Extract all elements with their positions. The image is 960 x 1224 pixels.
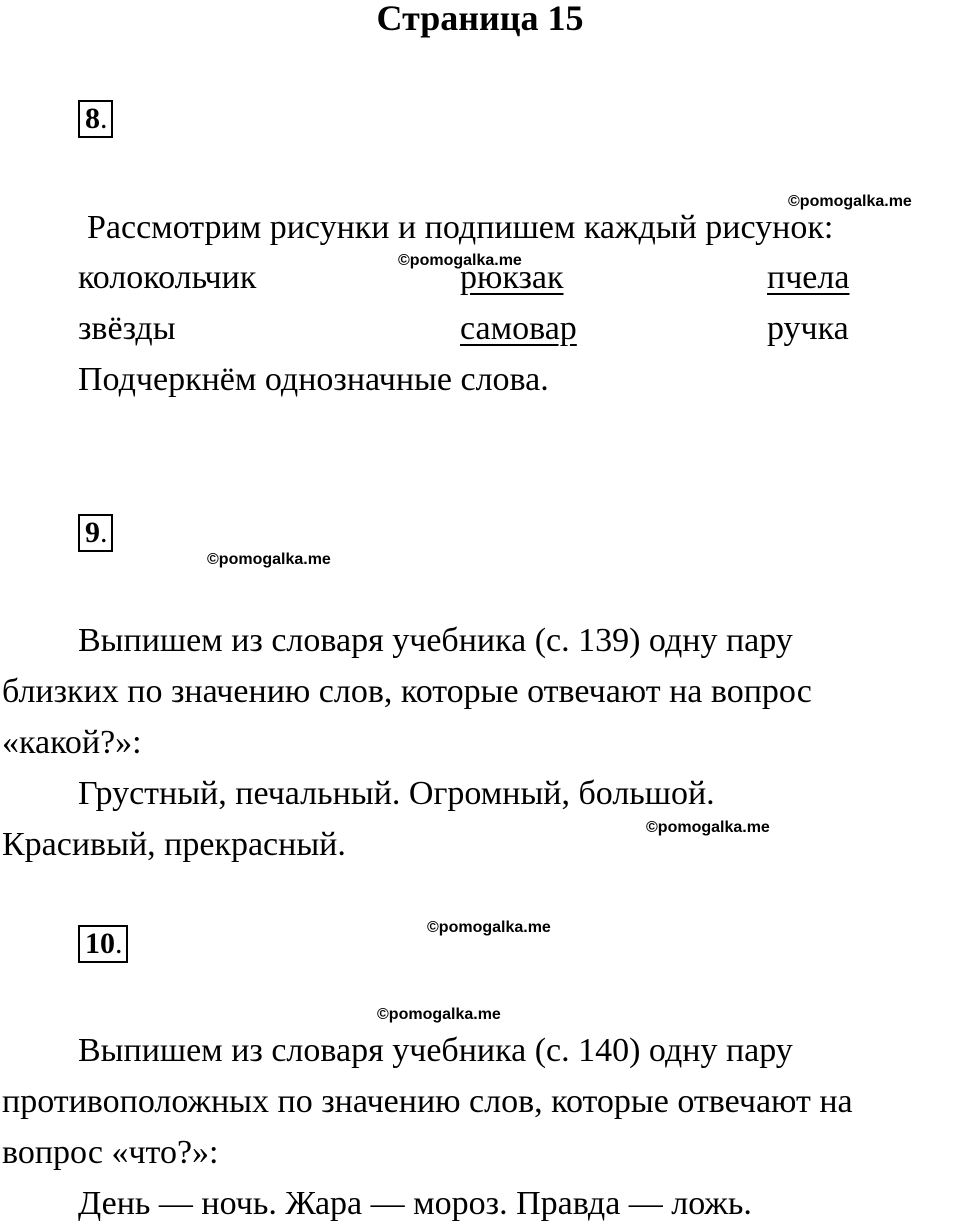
word-ryukzak-underlined: рюкзак (460, 259, 564, 296)
watermark: ©pomogalka.me (398, 252, 522, 269)
exercise-10-answer: День — ночь. Жара — мороз. Правда — ложь. (78, 1185, 752, 1222)
exercise-8-intro: Рассмотрим рисунки и подпишем каждый рисунок: (87, 209, 834, 246)
exercise-10-line-1: Выпишем из словаря учебника (с. 140) одну пару (78, 1032, 793, 1069)
word-samovar-underlined: самовар (460, 310, 577, 347)
word-pchela-underlined: пчела (767, 259, 850, 296)
word-ruchka: ручка (767, 310, 849, 347)
exercise-10-line-3: вопрос «что?»: (2, 1134, 219, 1171)
exercise-number: 8 (85, 102, 100, 135)
watermark: ©pomogalka.me (646, 819, 770, 836)
exercise-8-number: 8. (78, 100, 113, 138)
exercise-9-line-3: «какой?»: (2, 724, 142, 761)
watermark: ©pomogalka.me (788, 193, 912, 210)
word-kolokolchik: колокольчик (78, 259, 257, 296)
page-title: Страница 15 (376, 0, 584, 38)
watermark: ©pomogalka.me (377, 1006, 501, 1023)
exercise-9-answer-2: Красивый, прекрасный. (2, 826, 346, 863)
exercise-10-line-2: противоположных по значению слов, которые отвечают на (2, 1083, 853, 1120)
exercise-9-line-1: Выпишем из словаря учебника (с. 139) одну пару (78, 622, 793, 659)
exercise-9-number: 9. (78, 514, 113, 552)
watermark: ©pomogalka.me (207, 551, 331, 568)
exercise-number: 9 (85, 516, 100, 549)
exercise-10-number: 10. (78, 925, 128, 963)
watermark: ©pomogalka.me (427, 919, 551, 936)
word-zvyozdy: звёзды (78, 310, 176, 347)
exercise-8-conclusion: Подчеркнём однозначные слова. (78, 361, 549, 398)
exercise-number: 10 (85, 927, 115, 960)
exercise-9-line-2: близких по значению слов, которые отвечают на вопрос (2, 673, 812, 710)
exercise-9-answer-1: Грустный, печальный. Огромный, большой. (78, 775, 715, 812)
